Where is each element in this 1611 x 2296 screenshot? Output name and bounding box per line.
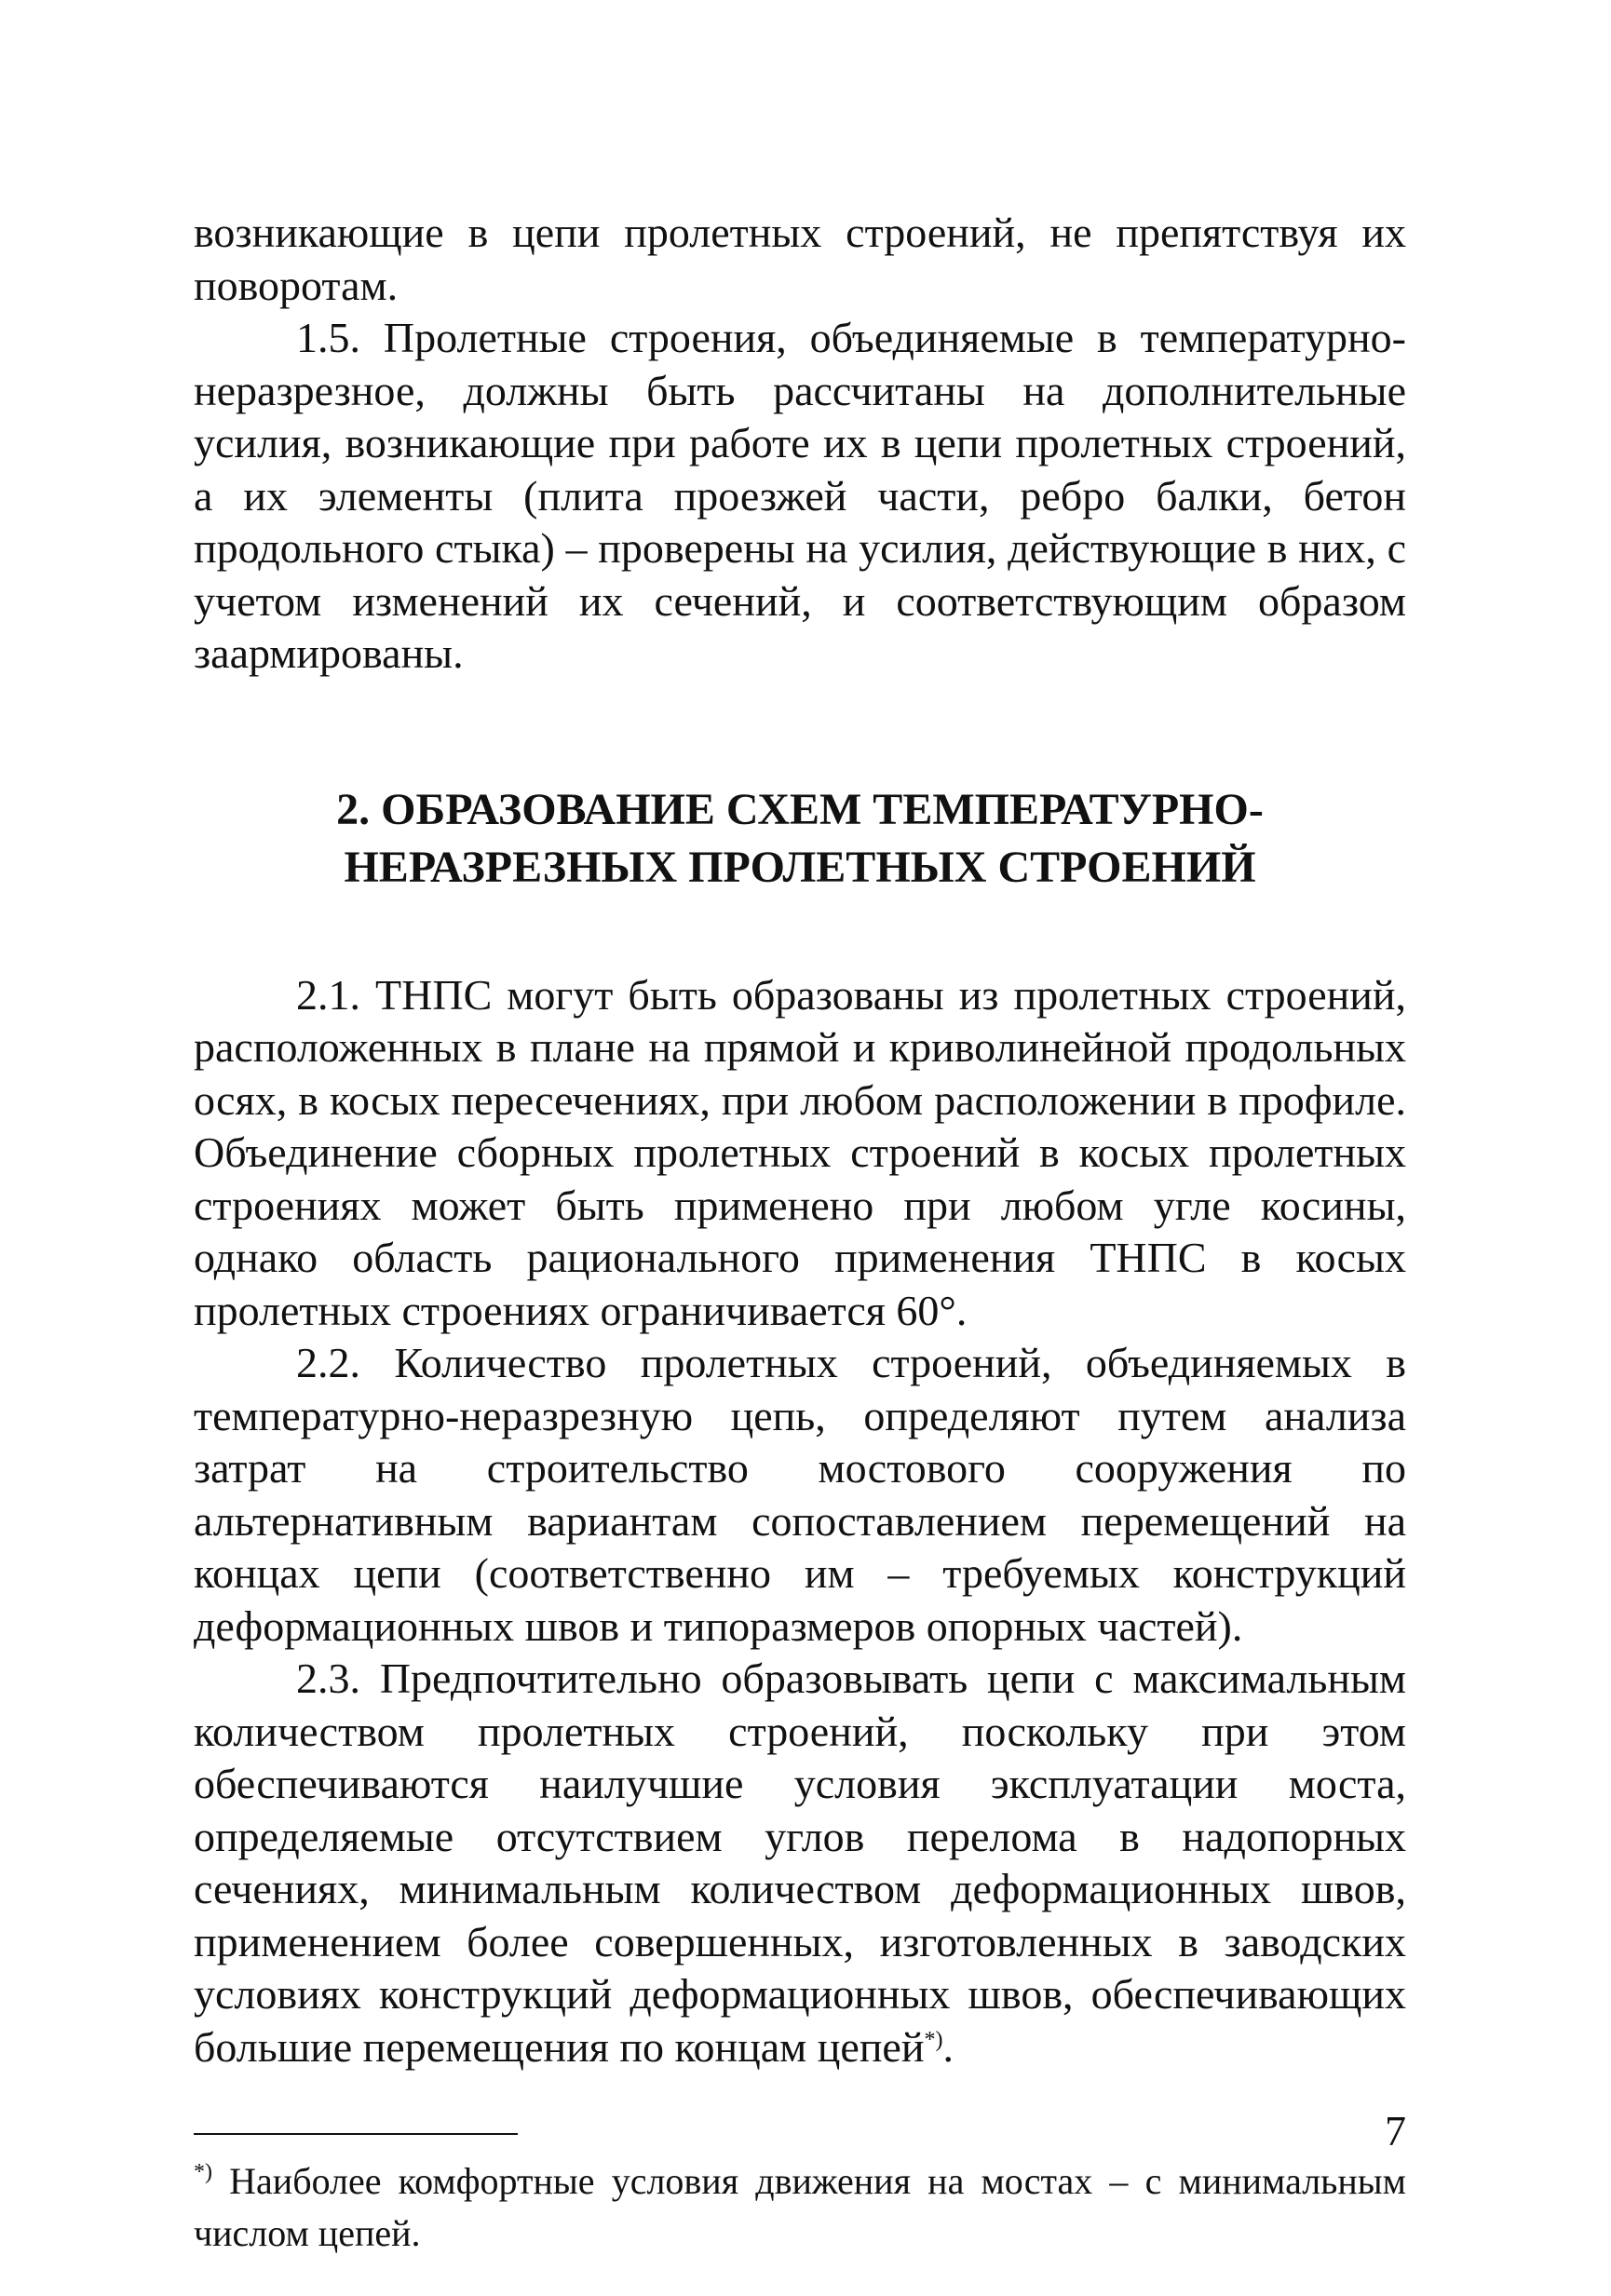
heading-line-1: 2. ОБРАЗОВАНИЕ СХЕМ ТЕМПЕРАТУРНО- xyxy=(336,784,1264,834)
footnote-mark: *) xyxy=(194,2160,212,2184)
paragraph-2-1: 2.1. ТНПС могут быть образованы из пролетных строений, расположенных в плане на прямой и криволинейной продольных осях, в косых пересечениях, при любом расположении в профиле. Объединение сборных пролетных строений в косых пролетных строениях может быть применено при любом угле косины, однако область рационального применения ТНПС в косых пролетных строениях ограничивается 60°. xyxy=(194,970,1406,1334)
paragraph-continuation: возникающие в цепи пролетных строений, не препятствуя их поворотам. xyxy=(194,209,1406,309)
paragraph-2-3-end: . xyxy=(942,2022,954,2071)
heading-line-2: НЕРАЗРЕЗНЫХ ПРОЛЕТНЫХ СТРОЕНИЙ xyxy=(344,842,1256,892)
paragraph-2-3 xyxy=(194,1653,1406,2073)
section-heading xyxy=(194,781,1406,897)
paragraph-2-3-text: 2.3. Предпочтительно образовывать цепи с максимальным количеством пролетных строений, поскольку при этом обеспечиваются наилучшие условия эксплуатации моста, определяемые отсутствием углов перелома в надопорных сечениях, минимальным количеством деформационных швов, применением более совершенных, изготовленных в заводских условиях конструкций деформационных швов, обеспечивающих большие перемещения по концам цепей xyxy=(194,1654,1406,2071)
footnote xyxy=(194,2155,1406,2260)
footnote-text: Наиболее комфортные условия движения на мостах – с минимальным числом цепей. xyxy=(194,2160,1406,2254)
page-number: 7 xyxy=(1385,2107,1406,2154)
paragraph-1-5: 1.5. Пролетные строения, объединяемые в температурно-неразрезное, должны быть рассчитаны на дополнительные усилия, возникающие при работе их в цепи пролетных строений, а их элементы (плита проезжей части, ребро балки, бетон продольного стыка) – проверены на усилия, действующие в них, с учетом изменений их сечений, и соответствующим образом заармированы. xyxy=(194,314,1406,677)
footnote-separator xyxy=(194,2133,518,2135)
paragraph-2-2: 2.2. Количество пролетных строений, объединяемых в температурно-неразрезную цепь, определяют путем анализа затрат на строительство мостового сооружения по альтернативным вариантам сопоставлением перемещений на концах цепи (соответственно им – требуемых конструкций деформационных швов и типоразмеров опорных частей). xyxy=(194,1339,1406,1650)
document-page xyxy=(194,207,1406,2260)
footnote-reference: *) xyxy=(924,2027,943,2052)
